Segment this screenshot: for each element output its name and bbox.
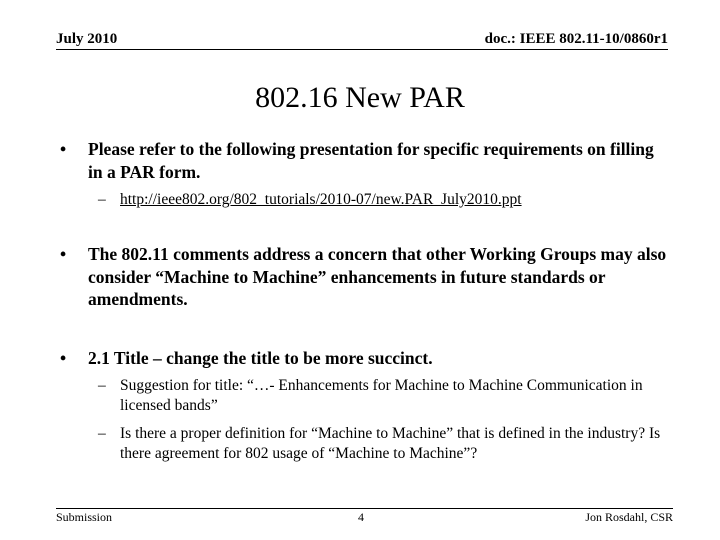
dash-glyph: – [98, 191, 106, 208]
bullet-1 [60, 138, 668, 183]
slide-title: 802.16 New PAR [255, 81, 465, 114]
footer-submission: Submission [56, 510, 113, 524]
bullet-3-text: 2.1 Title – change the title to be more succinct. [88, 348, 433, 368]
bullet-3-sub-2-text: Is there a proper definition for “Machine to Machine” that is defined in the industry? Is there agreement for 802 usage of “Machine to Machine”? [120, 425, 661, 462]
header-date: July 2010 [56, 31, 118, 47]
footer-rule [56, 508, 673, 509]
bullet-glyph: • [60, 348, 67, 368]
bullet-1-sub-1 [98, 190, 668, 210]
bullet-3-sub-1 [98, 376, 668, 415]
bullet-3-sub-2 [98, 424, 668, 463]
bullet-3-sub-1-text: Suggestion for title: “…- Enhancements for Machine to Machine Communication in licensed bands” [120, 377, 643, 414]
dash-glyph: – [98, 377, 106, 394]
bullet-2 [60, 243, 668, 311]
bullet-2-text: The 802.11 comments address a concern that other Working Groups may also consider “Machine to Machine” enhancements in future standards or amendments. [88, 244, 667, 309]
bullet-1-text: Please refer to the following presentation for specific requirements on filling in a PAR form. [88, 139, 654, 182]
bullet-glyph: • [60, 244, 67, 264]
dash-glyph: – [98, 425, 106, 442]
header-doc-id: doc.: IEEE 802.11-10/0860r1 [484, 31, 668, 47]
footer-page-number: 4 [358, 510, 364, 524]
footer-author: Jon Rosdahl, CSR [585, 510, 673, 524]
bullet-3 [60, 347, 668, 370]
header-rule [56, 49, 668, 50]
presentation-link[interactable]: http://ieee802.org/802_tutorials/2010-07/new.PAR_July2010.ppt [120, 191, 522, 208]
bullet-glyph: • [60, 139, 67, 159]
